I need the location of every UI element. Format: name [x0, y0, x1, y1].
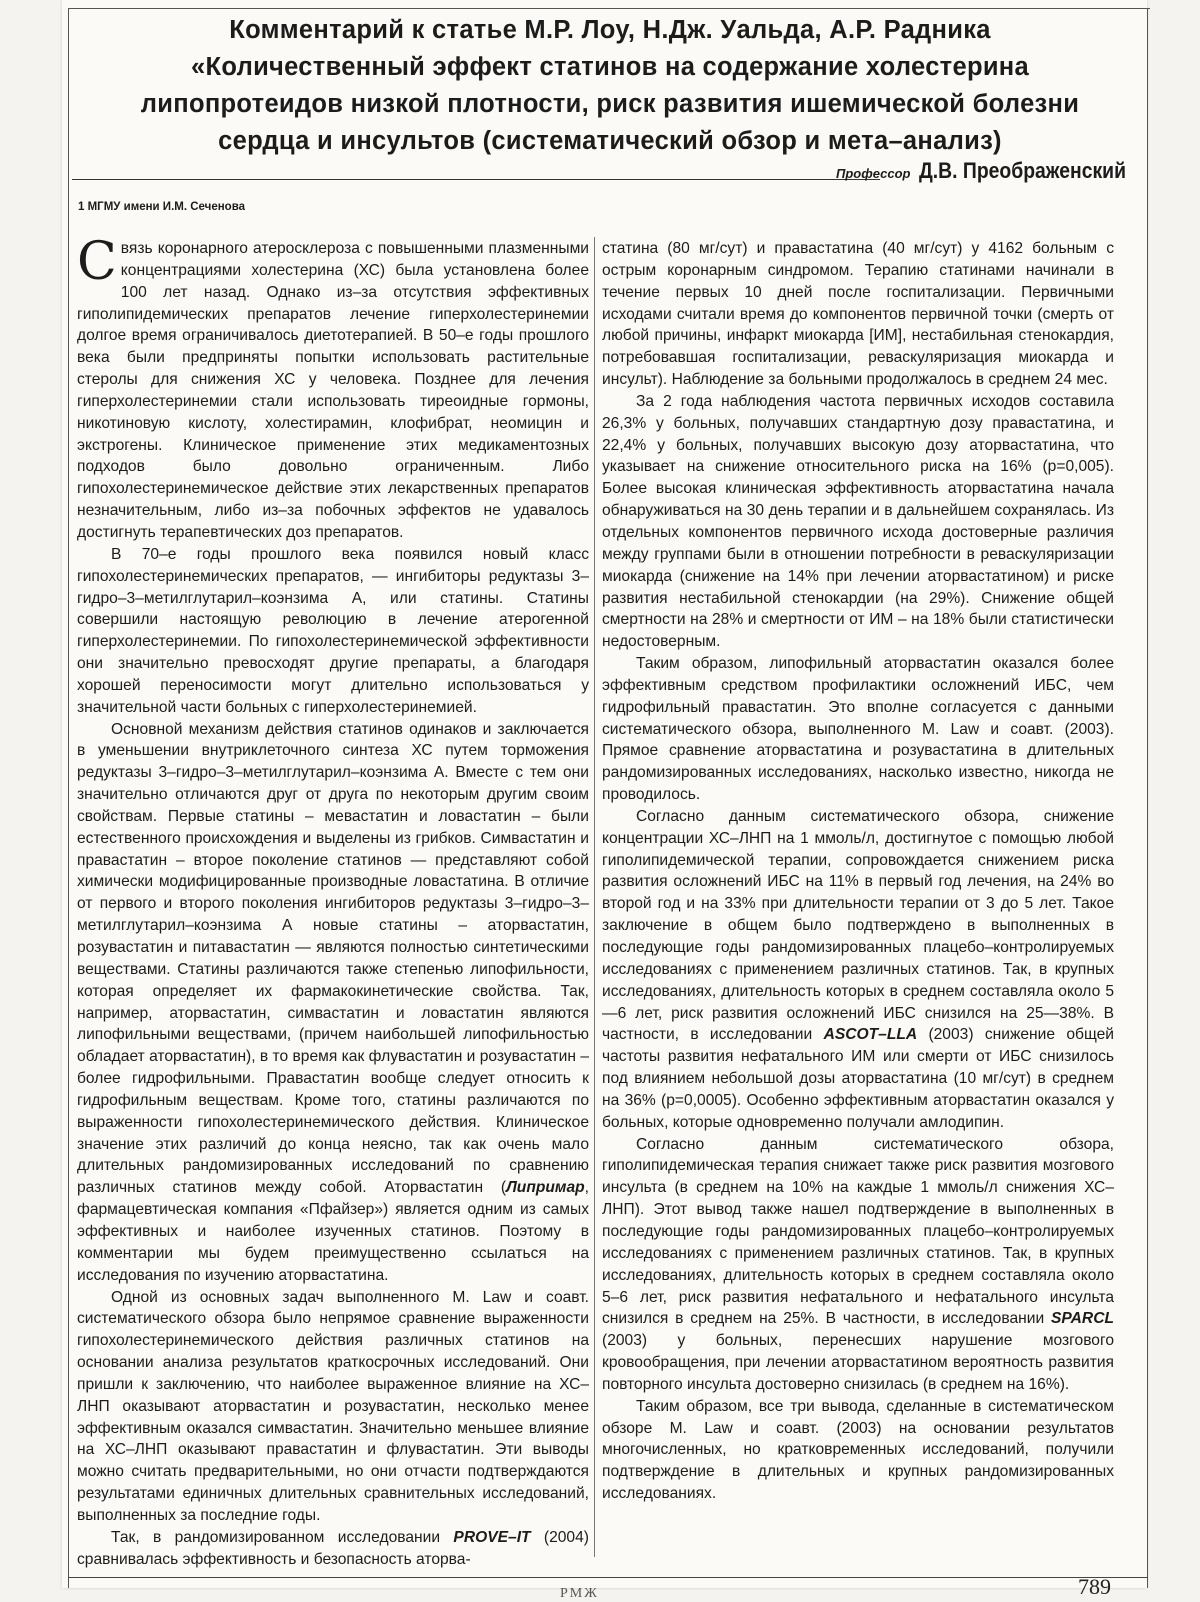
article-title: [90, 12, 1130, 160]
column-divider: [594, 237, 595, 1557]
page-frame-top: [68, 8, 1150, 9]
right-paragraph-4: [602, 806, 1114, 1134]
title-line-2: «Количественный эффект статинов на содержание холестерина: [191, 53, 1029, 81]
affiliation: 1 МГМУ имени И.М. Сеченова: [78, 201, 246, 213]
title-line-4: сердца и инсультов (систематический обзор и мета–анализ): [218, 127, 1002, 155]
title-line-1: Комментарий к статье М.Р. Лоу, Н.Дж. Уальда, А.Р. Радника: [229, 16, 991, 44]
right-paragraph-2: За 2 года наблюдения частота первичных исходов составила 26,3% у больных, получавших стандартную дозу правастатина, и 22,4% у больных, получавших высокую дозу аторвастатина, что указывает на снижение относительного риска на 16% (p=0,005). Более высокая клиническая эффективность аторвастатина начала обнаруживаться на 30 день терапии и в дальнейшем сохранялась. Из отдельных компонентов первичного исхода достоверные различия между группами были в отношении потребности в реваскуляризации миокарда (снижение на 14% при лечении аторвастатином) и риске развития нестабильной стенокардии (на 29%). Снижение общей смертности на 28% и смертности от ИМ – на 18% были статистически недостоверным.: [602, 392, 1114, 651]
left-paragraph-3-text-a: Основной механизм действия статинов одинаков и заключается в уменьшении внутриклеточного синтеза ХС путем торможения редуктазы 3–гидро–3–метилглутарил–коэнзима А. Вместе с тем они значительно отличаются друг от друга по некоторым другим своим свойствам. Первые статины – мевастатин и ловастатин – были естественного происхождения и выделены из грибков. Симвастатин и правастатин – второе поколение статинов — представляют собой химически модифицированные производные ловастатина. В отличие от первого и второго поколения ингибиторов редуктазы 3–гидро–3–метилглутарил–коэнзима А новые статины – аторвастатин, розувастатин и питавастатин — являются полностью синтетическими веществами. Статины различаются также степенью липофильности, которая определяет их фармакокинетические свойства. Так, например, аторвастатин, симвастатин и ловастатин являются липофильными веществами, (причем наибольшей липофильностью обладает аторвастатин), в то время как флувастатин и розувастатин – более гидрофильными. Правастатин вообще следует относить к гидрофильным веществам. Кроме того, статины различаются по выраженности гипохолестеринемического действия. Клиническое значение этих различий до конца неясно, так как очень мало длительных рандомизированных исследований по сравнению различных статинов между собой. Аторвастатин (: [77, 720, 590, 1197]
right-paragraph-5: [602, 1134, 1114, 1396]
right-paragraph-1: статина (80 мг/сут) и правастатина (40 мг/сут) у 4162 больным с острым коронарным синдромом. Терапию статинами начинали в течение первых 10 дней после госпитализации. Первичными исходами считали время до компонентов первичной точки (смерть от любой причины, инфаркт миокарда [ИМ], нестабильная стенокардия, потребовавшая госпитализации, реваскуляризация миокарда и инсульт). Наблюдение за больными продолжалось в среднем 24 мес.: [602, 240, 1114, 389]
study-name-ascot-lla: ASCOT–LLA: [823, 1026, 918, 1044]
page-number: 789: [1078, 1574, 1111, 1599]
left-paragraph-5-text-b: (2004) сравнивалась эффективность и безопасность аторва-: [77, 1528, 589, 1568]
bottom-rule: [68, 1577, 1148, 1578]
right-paragraph-6: Таким образом, все три вывода, сделанные в систематическом обзоре М. Law и соавт. (2003) на основании результатов многочисленных, но кратковременных исследований, получили подтверждение в длительных и крупных рандомизированных исследованиях.: [602, 1397, 1114, 1503]
study-name-sparcl: SPARCL: [1051, 1310, 1114, 1328]
right-paragraph-5-text-b: (2003) у больных, перенесших нарушение мозгового кровообращения, при лечении аторвастатином вероятность развития повторного инсульта достоверно снизилась (в среднем на 16%).: [602, 1332, 1114, 1393]
journal-mark: РМЖ: [560, 1586, 599, 1601]
drop-cap: С: [77, 232, 117, 292]
left-paragraph-2: В 70–е годы прошлого века появился новый класс гипохолестеринемических препаратов, — ингибиторы редуктазы 3–гидро–3–метилглутарил–коэнзима А, или статины. Статины совершили настоящую революцию в лечение атерогенной гиперхолестеринемии. По гипохолестеринемической эффективности они значительно превосходят другие препараты, а благодаря хорошей переносимости могут длительно использоваться у значительной части больных с гиперхолестеринемией.: [77, 545, 589, 716]
brand-name: Липримар: [506, 1179, 585, 1197]
right-paragraph-5-text-a: Согласно данным систематического обзора, гиполипидемическая терапия снижает также риск развития мозгового инсульта (в среднем на 10% на каждые 1 ммоль/л снижения ХС–ЛНП). Этот вывод также нашел подтверждение в выполненных в последующие годы рандомизированных плацебо–контролируемых исследованиях с применением различных статинов. Так, в крупных исследованиях, длительность которых в среднем составляла около 5–6 лет, риск развития нефатального и нефатального инсульта снизился в среднем на 25%. В частности, в исследовании: [602, 1135, 1114, 1328]
author-rule: [72, 179, 880, 180]
author-name: Д.В. Преображенский: [918, 158, 1126, 183]
right-paragraph-4-text-b: (2003) снижение общей частоты развития нефатального ИМ или смерти от ИБС снизилось под влиянием небольшой дозы аторвастатина (10 мг/сут) в среднем на 36% (p=0,0005). Особенно эффективным аторвастатин оказался у больных, которые одновременно получали амлодипин.: [602, 1026, 1115, 1131]
left-paragraph-1: [77, 232, 589, 544]
page-frame-right: [1147, 8, 1148, 1588]
left-paragraph-1-text: вязь коронарного атеросклероза с повышенными плазменными концентрациями холестерина (ХС) была установлена более 100 лет назад. Однако из–за отсутствия эффективных гиполипидемических препаратов лечение гиперхолестеринемии долгое время ограничивалось диетотерапией. В 50–е годы прошлого века были предприняты попытки использовать растительные стеролы для снижения ХС у человека. Позднее для лечения гиперхолестеринемии стали использовать тиреоидные гормоны, никотиновую кислоту, холестирамин, клофибрат, неомицин и экстрогены. Клиническое применение этих медикаментозных подходов было довольно ограниченным. Либо гипохолестеринемическое действие этих лекарственных препаратов незначительным, либо из–за побочных эффектов не удавалось достигнуть терапевтических доз препаратов.: [77, 240, 589, 541]
right-paragraph-3: Таким образом, липофильный аторвастатин оказался более эффективным средством профилактики осложнений ИБС, чем гидрофильный правастатин. Это вполне согласуется с данными систематического обзора, выполненного М. Law и соавт. (2003). Прямое сравнение аторвастатина и розувастатина в длительных рандомизированных исследованиях, насколько известно, никогда не проводилось.: [602, 655, 1114, 804]
author-block: [836, 158, 1136, 184]
left-paragraph-3: [77, 719, 589, 1287]
left-paragraph-5: [77, 1527, 589, 1571]
left-paragraph-3-text-b: , фармацевтическая компания «Пфайзер») является одним из самых эффективных и наиболее изученных статинов. Поэтому в комментарии мы будем преимущественно ссылаться на исследования по изучению аторвастатина.: [77, 1179, 589, 1284]
left-paragraph-5-text-a: Так, в рандомизированном исследовании: [111, 1528, 454, 1546]
study-name-prove-it: PROVE–IT: [453, 1528, 531, 1546]
right-paragraph-4-text-a: Согласно данным систематического обзора, снижение концентрации ХС–ЛНП на 1 ммоль/л, достигнутое с помощью любой гиполипидемической терапии, сопровождается снижением риска развития осложнений ИБС на 11% в первый год лечения, на 24% во второй год и на 33% при длительности терапии от 3 до 5 лет. Такое заключение в общем было подтверждено в выполненных в последующие годы рандомизированных плацебо–контролируемых исследованиях с применением различных статинов. Так, в крупных исследованиях, длительность которых в среднем составляла около 5—6 лет, риск развития осложнений ИБС снизился на 25—38%. В частности, в исследовании: [602, 807, 1114, 1044]
author-role: Профессор: [836, 166, 911, 181]
page-frame-left: [68, 8, 69, 1588]
right-column: [602, 238, 1114, 1505]
left-column: [77, 232, 590, 1570]
title-line-3: липопротеидов низкой плотности, риск развития ишемической болезни: [140, 90, 1080, 118]
left-paragraph-4: Одной из основных задач выполненного М. Law и соавт. систематического обзора было непрямое сравнение выраженности гипохолестеринемического действия различных статинов на основании анализа результатов краткосрочных исследований. Они пришли к заключению, что наиболее выраженное влияние на ХС–ЛНП оказывают аторвастатин и розувастатин, несколько менее эффективным оказался симвастатин. Значительно меньшее влияние на ХС–ЛНП оказывают правастатин и флувастатин. Эти выводы можно считать предварительными, но они отчасти подтверждаются результатами единичных длительных сравнительных исследований, выполненных за последние годы.: [77, 1288, 589, 1524]
